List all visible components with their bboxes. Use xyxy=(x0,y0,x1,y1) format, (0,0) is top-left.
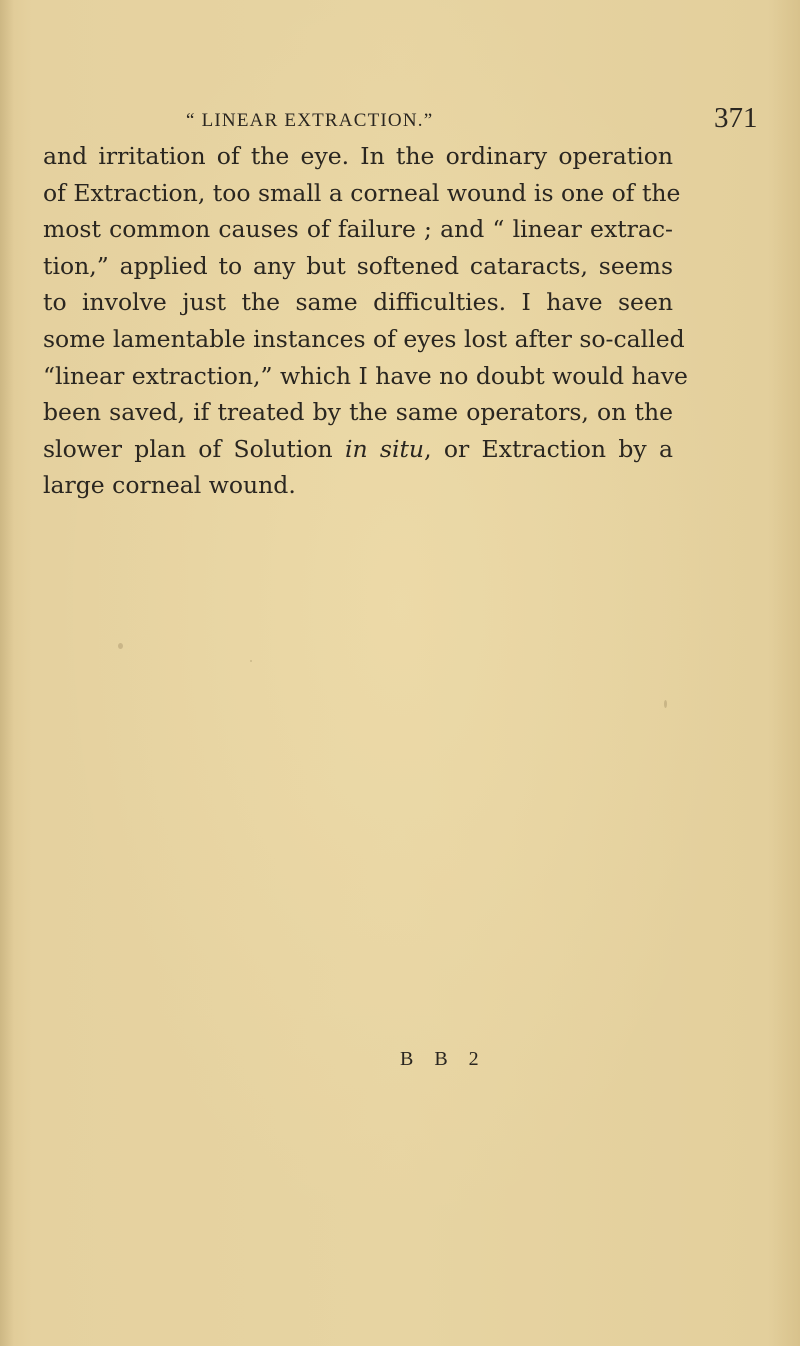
paper-speck xyxy=(250,660,252,662)
text-line-9-start: slower plan of Solution xyxy=(43,434,345,463)
paper-speck xyxy=(664,700,667,708)
text-line-2: of Extraction, too small a corneal wound is one of the xyxy=(43,178,681,207)
page-edge-shadow xyxy=(0,0,14,1346)
text-line-1: and irritation of the eye. In the ordinary operation xyxy=(43,142,673,170)
text-line-7: “linear extraction,” which I have no doubt would have xyxy=(43,361,688,390)
text-line-10: large corneal wound. xyxy=(43,471,296,500)
paper-speck xyxy=(118,643,123,649)
running-head xyxy=(0,96,800,136)
text-line-8: been saved, if treated by the same operators, on the xyxy=(43,398,673,427)
text-line-4: tion,” applied to any but softened cataracts, seems xyxy=(43,251,673,280)
page-number: 371 xyxy=(714,102,758,134)
printer-signature-mark: B B 2 xyxy=(400,1048,487,1070)
text-line-9 xyxy=(43,431,673,468)
text-line-5: to involve just the same difficulties. I have seen xyxy=(43,288,673,317)
text-line-3: most common causes of failure ; and “ linear extrac- xyxy=(43,215,673,244)
text-line-6: some lamentable instances of eyes lost after so-called xyxy=(43,324,685,353)
text-line-9-end: , or Extraction by a xyxy=(424,434,673,463)
latin-phrase-in-situ: in situ xyxy=(344,434,425,463)
body-paragraph xyxy=(43,138,688,504)
running-head-title: “ LINEAR EXTRACTION.” xyxy=(186,110,434,131)
